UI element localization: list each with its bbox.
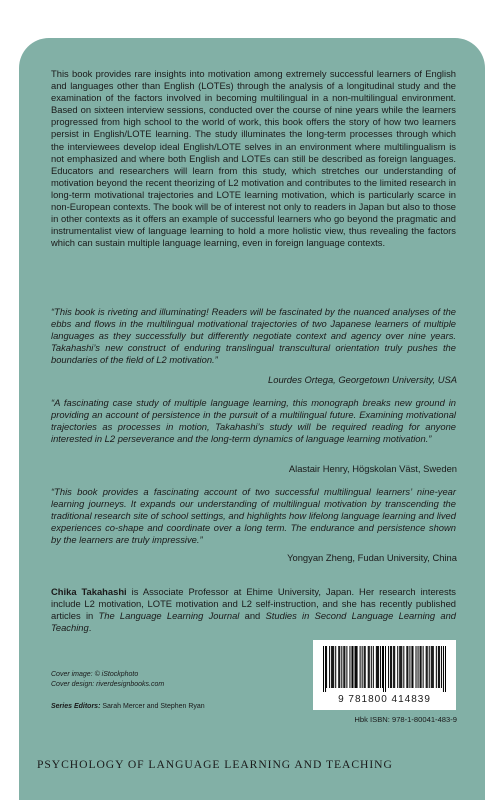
book-description: This book provides rare insights into motivation among extremely successful learners of English and languages other than English (LOTEs) through the analysis of a longitudinal study and the examination of the factors involved in becoming multilingual in a non-multilingual environment. Based on sixteen interview sessions, conducted over the course of nine years while the learners progressed from high school to the world of work, this book offers the story of how two learners persist in English/LOTE learning. The study illuminates the long-term processes through which the interviewees develop ideal English/LOTE selves in an environment where multilingualism is not emphasized and where both English and LOTEs can still be described as foreign languages. Educators and researchers will learn from this study, which stretches our understanding of motivation beyond the recent theorizing of L2 motivation and contributes to the limited research in long-term motivational trajectories and LOTE learning motivation, which is particularly scarce in non-European contexts. The book will be of interest not only to readers in Japan but also to those in other contexts as it offers an example of successful learners who go beyond the pragmatic and instrumentalist view of language learning to hold a more holistic view, thus revealing the factors which can sustain multiple language learning, even in foreign language contexts. bbox=[51, 68, 456, 249]
author-bio-text: . bbox=[88, 622, 92, 634]
endorsement-attribution: Yongyan Zheng, Fudan University, China bbox=[287, 552, 457, 563]
isbn-label: Hbk ISBN: 978-1-80041-483-9 bbox=[354, 715, 457, 724]
endorsement-quote: “This book is riveting and illuminating! Readers will be fascinated by the nuanced analyses of the ebbs and flows in the multilingual motivational trajectories of two Japanese learners of multiple languages as they successfully but differently negotiate context and agency over nine years. Takahashi’s new construct of enduring translingual transcultural orientation truly pushes the boundaries of the field of L2 motivation.” bbox=[51, 306, 456, 366]
series-editors bbox=[51, 702, 205, 711]
endorsement-attribution: Alastair Henry, Högskolan Väst, Sweden bbox=[288, 463, 457, 474]
journal-title: The Language Learning Journal bbox=[98, 610, 240, 622]
barcode bbox=[313, 640, 456, 710]
journal-title: Studies in Second Language Learning and Teaching bbox=[51, 610, 457, 634]
cover-credits bbox=[51, 670, 164, 689]
author-bio bbox=[51, 586, 456, 634]
cover-image-credit: Cover image: © iStockphoto bbox=[51, 671, 139, 678]
barcode-bars bbox=[323, 646, 446, 692]
barcode-number: 9 781800 414839 bbox=[338, 694, 431, 705]
author-bio-text: and bbox=[239, 610, 266, 622]
endorsement-quote: “A fascinating case study of multiple language learning, this monograph breaks new ground in providing an account of persistence in the pursuit of a multilingual future. Examining motivational trajectories as processes in motion, Takahashi’s study will be required reading for anyone interested in L2 perseverance and the long-term dynamics of language learning motivation.” bbox=[51, 397, 456, 445]
back-cover-panel bbox=[19, 38, 485, 800]
author-bio-text: is Associate Professor at Ehime University, Japan. Her research interests include L2 motivation, LOTE motivation and L2 self-instruction, and she has recently published articles in bbox=[51, 586, 456, 622]
endorsement-quote: “This book provides a fascinating account of two successful multilingual learners’ nine-year learning journeys. It expands our understanding of multilingual motivation by transcending the traditional research site of school settings, and highlights how lifelong language learning and lived experiences co-shape and coordinate over a long term. The endurance and persistence shown by the learners are truly impressive.” bbox=[51, 486, 456, 546]
series-editors-label: Series Editors: bbox=[51, 703, 101, 710]
series-editors-names: Sarah Mercer and Stephen Ryan bbox=[100, 703, 205, 710]
endorsement-attribution: Lourdes Ortega, Georgetown University, USA bbox=[268, 374, 457, 385]
cover-design-credit: Cover design: riverdesignbooks.com bbox=[51, 680, 165, 688]
series-title: PSYCHOLOGY OF LANGUAGE LEARNING AND TEACHING bbox=[37, 758, 393, 771]
author-name: Chika Takahashi bbox=[51, 586, 127, 597]
